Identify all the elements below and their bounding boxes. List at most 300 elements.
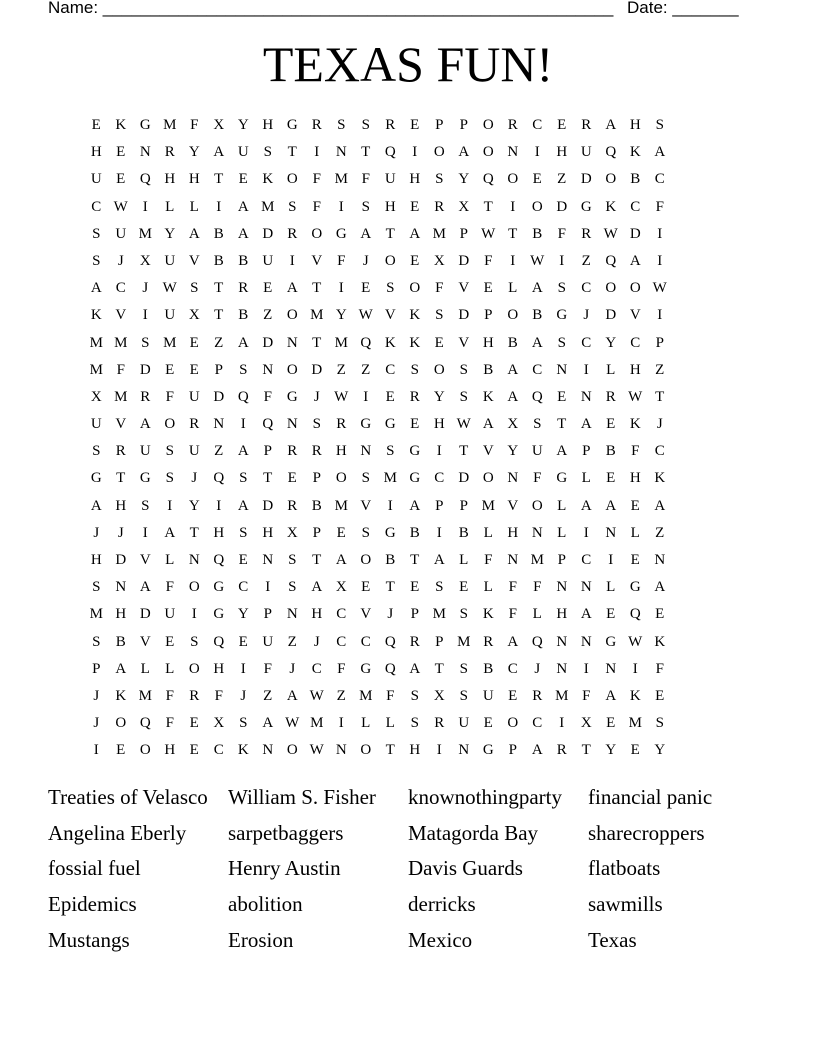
grid-letter: E (385, 388, 395, 405)
grid-letter: E (655, 606, 665, 623)
grid-letter: G (409, 470, 421, 487)
grid-letter: C (115, 280, 126, 297)
grid-letter: U (580, 144, 592, 161)
grid-letter: Q (531, 388, 543, 405)
grid-letter: G (286, 117, 298, 133)
grid-letter: H (556, 606, 568, 623)
grid-letter: R (409, 633, 420, 650)
grid-letter: P (263, 443, 272, 460)
grid-letter: S (655, 715, 664, 732)
grid-letter: E (361, 280, 371, 297)
grid-letter: G (139, 117, 151, 133)
grid-letter: M (457, 633, 471, 650)
grid-letter: M (628, 715, 642, 732)
grid-letter: H (335, 443, 347, 460)
word-list-item: Davis Guards (408, 856, 523, 881)
grid-letter: V (384, 307, 396, 324)
grid-letter: C (213, 742, 224, 759)
grid-letter: J (313, 633, 320, 650)
grid-letter: S (92, 443, 101, 460)
grid-letter: N (286, 606, 298, 623)
grid-letter: E (189, 715, 199, 732)
grid-letter: P (484, 307, 493, 324)
grid-letter: Q (262, 416, 274, 433)
grid-letter: E (410, 198, 420, 215)
grid-letter: C (532, 715, 543, 732)
grid-letter: V (482, 443, 494, 460)
grid-row (84, 739, 672, 766)
grid-letter: G (556, 470, 568, 487)
grid-row (84, 603, 672, 630)
grid-letter: H (311, 606, 323, 623)
grid-letter: B (409, 524, 420, 541)
grid-letter: P (557, 552, 566, 568)
grid-letter: S (459, 687, 468, 704)
grid-letter: E (630, 552, 640, 568)
word-list-item: Mustangs (48, 927, 130, 952)
grid-letter: X (286, 524, 298, 541)
grid-row (84, 413, 672, 440)
grid-letter: Y (507, 443, 519, 460)
grid-letter: I (314, 144, 320, 161)
grid-letter: M (359, 687, 373, 704)
grid-letter: S (190, 633, 199, 650)
grid-letter: A (90, 280, 102, 297)
grid-letter: E (655, 687, 665, 704)
grid-letter: O (188, 660, 200, 677)
grid-letter: Y (237, 117, 249, 133)
grid-letter: I (363, 388, 369, 405)
grid-letter: C (654, 171, 665, 188)
grid-letter: R (532, 687, 543, 704)
grid-letter: B (238, 252, 249, 269)
grid-letter: A (433, 552, 445, 568)
grid-letter: B (532, 307, 543, 324)
grid-letter: O (360, 742, 372, 759)
grid-letter: R (434, 715, 445, 732)
grid-row (84, 631, 672, 658)
grid-letter: C (581, 334, 592, 351)
grid-letter: A (237, 198, 249, 215)
grid-letter: A (164, 524, 176, 541)
word-list-item: sharecroppers (588, 820, 705, 845)
grid-letter: O (286, 307, 298, 324)
grid-letter: T (385, 742, 395, 759)
grid-letter: S (361, 470, 370, 487)
grid-letter: F (508, 579, 517, 596)
grid-letter: S (459, 388, 468, 405)
grid-letter: E (263, 280, 273, 297)
grid-letter: F (165, 715, 174, 732)
grid-letter: I (240, 660, 246, 677)
grid-letter: Q (531, 633, 543, 650)
grid-letter: G (335, 225, 347, 242)
grid-letter: B (115, 633, 126, 650)
grid-letter: I (167, 497, 173, 514)
grid-letter: T (116, 470, 126, 487)
grid-letter: R (581, 225, 592, 242)
word-search-grid (84, 114, 672, 767)
grid-letter: D (458, 470, 470, 487)
grid-letter: I (510, 198, 516, 215)
grid-letter: I (289, 252, 295, 269)
grid-letter: E (606, 416, 616, 433)
grid-letter: S (435, 579, 444, 596)
grid-letter: W (309, 742, 324, 759)
grid-letter: H (507, 524, 519, 541)
grid-letter: M (555, 687, 569, 704)
grid-letter: R (336, 416, 347, 433)
grid-row (84, 386, 672, 413)
grid-letter: U (164, 307, 176, 324)
grid-row (84, 114, 672, 141)
word-list-item: knownothingparty (408, 785, 562, 809)
grid-letter: Z (655, 524, 665, 541)
word-list-item: William S. Fisher (228, 785, 376, 809)
grid-letter: M (432, 606, 446, 623)
grid-letter: R (311, 117, 322, 133)
name-field-label: Name: ______________________________________________________ (48, 0, 614, 17)
grid-letter: Z (557, 171, 567, 188)
grid-letter: J (93, 687, 100, 704)
grid-letter: T (214, 280, 224, 297)
grid-letter: I (142, 198, 148, 215)
grid-letter: J (534, 660, 541, 677)
grid-letter: F (361, 171, 370, 188)
word-list-item: fossial fuel (48, 856, 141, 881)
grid-letter: Y (605, 742, 617, 759)
grid-letter: O (164, 416, 176, 433)
word-list-item: Epidemics (48, 892, 137, 917)
grid-letter: P (214, 361, 223, 378)
grid-letter: N (286, 334, 298, 351)
grid-letter: C (238, 579, 249, 596)
grid-letter: O (433, 361, 445, 378)
grid-letter: S (92, 579, 101, 596)
grid-letter: S (92, 225, 101, 242)
grid-letter: A (605, 497, 617, 514)
grid-letter: S (410, 687, 419, 704)
grid-letter: I (142, 307, 148, 324)
grid-letter: P (508, 742, 517, 759)
grid-letter: J (93, 524, 100, 541)
grid-letter: Z (214, 443, 224, 460)
grid-letter: M (481, 497, 495, 514)
grid-letter: X (90, 388, 102, 405)
grid-letter: H (482, 334, 494, 351)
grid-letter: W (334, 388, 349, 405)
grid-letter: A (531, 334, 543, 351)
grid-letter: P (459, 497, 468, 514)
grid-letter: A (580, 416, 592, 433)
grid-letter: E (606, 606, 616, 623)
grid-letter: S (557, 334, 566, 351)
grid-row (84, 168, 672, 195)
grid-letter: K (262, 171, 274, 188)
grid-letter: V (629, 307, 641, 324)
grid-letter: G (556, 307, 568, 324)
grid-letter: E (434, 334, 444, 351)
grid-letter: N (580, 579, 592, 596)
word-list-item: Erosion (228, 927, 294, 952)
grid-letter: I (216, 497, 222, 514)
grid-letter: N (335, 742, 347, 759)
word-list-item: financial panic (588, 785, 713, 809)
grid-letter: F (533, 470, 542, 487)
grid-letter: D (262, 334, 274, 351)
grid-letter: U (482, 687, 494, 704)
word-list-item: sarpetbaggers (228, 820, 344, 845)
grid-letter: D (605, 307, 617, 324)
grid-letter: A (531, 742, 543, 759)
grid-letter: N (139, 144, 151, 161)
grid-letter: Q (213, 633, 225, 650)
grid-letter: E (410, 416, 420, 433)
grid-letter: G (629, 579, 641, 596)
grid-letter: U (458, 715, 470, 732)
grid-letter: K (482, 388, 494, 405)
grid-letter: H (115, 606, 127, 623)
grid-row (84, 549, 672, 576)
grid-letter: U (164, 252, 176, 269)
grid-letter: M (261, 198, 275, 215)
grid-letter: R (507, 117, 518, 133)
grid-letter: B (213, 252, 224, 269)
grid-letter: F (263, 660, 272, 677)
grid-letter: L (557, 524, 567, 541)
grid-letter: S (459, 606, 468, 623)
grid-letter: I (191, 606, 197, 623)
grid-letter: J (191, 470, 198, 487)
grid-letter: O (507, 171, 519, 188)
grid-letter: K (629, 144, 641, 161)
grid-letter: M (138, 225, 152, 242)
grid-letter: S (165, 470, 174, 487)
grid-letter: A (654, 497, 666, 514)
grid-letter: W (603, 225, 618, 242)
grid-letter: B (458, 524, 469, 541)
grid-letter: S (410, 361, 419, 378)
grid-letter: H (629, 361, 641, 378)
grid-letter: H (164, 742, 176, 759)
grid-letter: I (216, 198, 222, 215)
grid-letter: K (409, 334, 421, 351)
grid-letter: C (507, 660, 518, 677)
grid-letter: S (239, 715, 248, 732)
grid-letter: M (138, 687, 152, 704)
grid-letter: E (508, 687, 518, 704)
grid-letter: E (410, 579, 420, 596)
grid-letter: R (581, 117, 592, 133)
grid-letter: A (139, 416, 151, 433)
grid-letter: I (436, 443, 442, 460)
grid-letter: F (165, 687, 174, 704)
grid-letter: F (263, 388, 272, 405)
grid-letter: R (238, 280, 249, 297)
grid-letter: O (507, 307, 519, 324)
grid-letter: O (335, 470, 347, 487)
grid-letter: F (312, 171, 321, 188)
grid-letter: G (213, 606, 225, 623)
grid-letter: O (482, 144, 494, 161)
grid-row (84, 250, 672, 277)
grid-letter: T (361, 144, 371, 161)
grid-letter: Y (605, 334, 617, 351)
grid-letter: T (189, 524, 199, 541)
grid-letter: U (188, 443, 200, 460)
grid-letter: Z (287, 633, 297, 650)
grid-letter: R (189, 687, 200, 704)
grid-letter: Z (336, 687, 346, 704)
grid-letter: R (287, 225, 298, 242)
grid-letter: J (93, 715, 100, 732)
grid-letter: D (556, 198, 568, 215)
word-list-item: flatboats (588, 856, 661, 881)
grid-letter: P (435, 633, 444, 650)
grid-letter: B (605, 443, 616, 460)
grid-letter: D (580, 171, 592, 188)
grid-letter: N (115, 579, 127, 596)
grid-letter: N (654, 552, 666, 568)
grid-letter: H (262, 117, 274, 133)
grid-letter: G (605, 633, 617, 650)
grid-letter: O (531, 497, 543, 514)
grid-letter: H (90, 552, 102, 568)
grid-letter: J (313, 388, 320, 405)
grid-letter: D (311, 361, 323, 378)
grid-letter: I (436, 524, 442, 541)
grid-letter: N (556, 633, 568, 650)
grid-letter: E (238, 633, 248, 650)
grid-letter: U (139, 443, 151, 460)
grid-letter: Q (629, 606, 641, 623)
grid-letter: Y (458, 171, 470, 188)
grid-letter: A (237, 334, 249, 351)
grid-letter: V (360, 606, 372, 623)
grid-letter: A (507, 388, 519, 405)
grid-letter: T (312, 334, 322, 351)
grid-letter: K (654, 470, 666, 487)
grid-letter: A (139, 579, 151, 596)
grid-letter: F (533, 579, 542, 596)
grid-letter: I (265, 579, 271, 596)
grid-letter: I (93, 742, 99, 759)
grid-letter: I (559, 715, 565, 732)
grid-letter: G (384, 416, 396, 433)
grid-letter: A (605, 117, 617, 133)
grid-letter: S (165, 443, 174, 460)
grid-letter: M (89, 606, 103, 623)
grid-letter: H (433, 416, 445, 433)
grid-letter: V (188, 252, 200, 269)
grid-letter: A (531, 280, 543, 297)
grid-letter: F (582, 687, 591, 704)
grid-letter: Q (384, 633, 396, 650)
grid-letter: X (335, 579, 347, 596)
grid-letter: K (90, 307, 102, 324)
grid-letter: A (482, 416, 494, 433)
grid-letter: X (458, 198, 470, 215)
grid-letter: E (116, 742, 126, 759)
grid-letter: W (652, 280, 667, 297)
grid-letter: Z (336, 361, 346, 378)
grid-letter: S (239, 470, 248, 487)
grid-letter: A (458, 144, 470, 161)
grid-letter: S (435, 307, 444, 324)
grid-letter: A (335, 552, 347, 568)
grid-letter: N (507, 144, 519, 161)
grid-letter: E (532, 171, 542, 188)
grid-row (84, 658, 672, 685)
grid-row (84, 685, 672, 712)
grid-letter: N (188, 552, 200, 568)
grid-letter: U (115, 225, 127, 242)
grid-letter: T (287, 144, 297, 161)
grid-letter: F (557, 225, 566, 242)
grid-letter: G (580, 198, 592, 215)
grid-letter: P (312, 524, 321, 541)
grid-letter: L (385, 715, 395, 732)
grid-letter: S (459, 660, 468, 677)
grid-letter: P (459, 225, 468, 242)
grid-letter: U (531, 443, 543, 460)
grid-letter: T (214, 171, 224, 188)
grid-letter: V (139, 633, 151, 650)
grid-letter: J (142, 280, 149, 297)
grid-letter: Q (605, 252, 617, 269)
grid-letter: O (629, 280, 641, 297)
grid-letter: M (334, 171, 348, 188)
grid-letter: E (116, 171, 126, 188)
grid-letter: M (432, 225, 446, 242)
grid-letter: Y (654, 742, 666, 759)
grid-letter: T (312, 552, 322, 568)
grid-letter: A (507, 361, 519, 378)
grid-letter: U (384, 171, 396, 188)
grid-letter: T (459, 443, 469, 460)
grid-letter: X (580, 715, 592, 732)
grid-letter: G (139, 470, 151, 487)
grid-letter: R (385, 117, 396, 133)
grid-letter: T (214, 307, 224, 324)
grid-letter: X (433, 252, 445, 269)
grid-letter: N (605, 660, 617, 677)
word-list-item: sawmills (588, 892, 663, 917)
grid-letter: E (189, 334, 199, 351)
grid-letter: S (239, 361, 248, 378)
grid-letter: I (657, 252, 663, 269)
grid-letter: E (238, 171, 248, 188)
grid-letter: N (213, 416, 225, 433)
grid-letter: H (409, 742, 421, 759)
grid-letter: V (507, 497, 519, 514)
grid-letter: W (481, 225, 496, 242)
grid-letter: H (629, 117, 641, 133)
grid-letter: F (337, 252, 346, 269)
grid-letter: V (360, 497, 372, 514)
grid-letter: S (557, 280, 566, 297)
grid-letter: D (629, 225, 641, 242)
grid-letter: M (334, 334, 348, 351)
grid-letter: W (162, 280, 177, 297)
grid-letter: A (409, 660, 421, 677)
grid-letter: M (310, 715, 324, 732)
grid-letter: C (581, 552, 592, 568)
grid-letter: J (362, 252, 369, 269)
grid-letter: A (360, 225, 372, 242)
grid-letter: F (165, 579, 174, 596)
grid-letter: T (410, 552, 420, 568)
